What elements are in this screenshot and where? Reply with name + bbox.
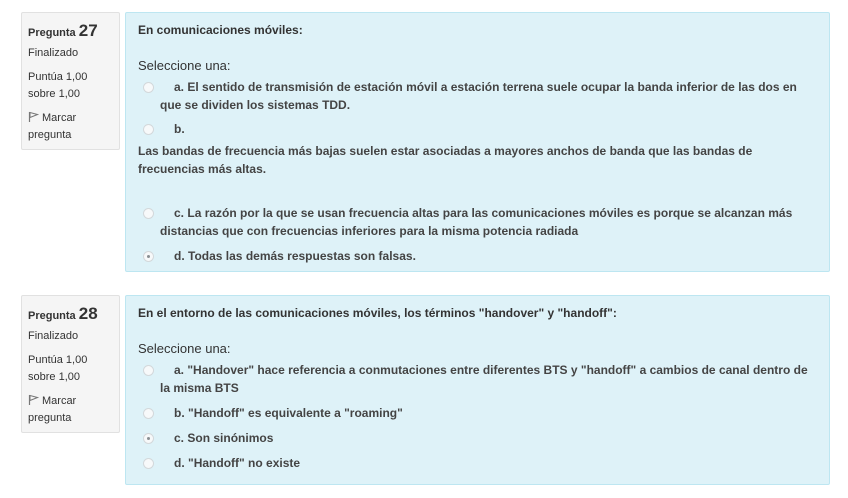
answer-text: La razón por la que se usan frecuencia altas para las comunicaciones móviles es porque se alcanzan más distancias que con frecuencias inferiores para la misma potencia radiada bbox=[160, 206, 793, 238]
answer-letter: c. bbox=[174, 431, 185, 445]
question-content bbox=[125, 12, 830, 272]
answer-prompt: Seleccione una: bbox=[138, 341, 231, 356]
question-grade: Puntúa 1,00 sobre 1,00 bbox=[28, 71, 88, 100]
answer-radio[interactable] bbox=[143, 82, 154, 93]
answer-option-c[interactable] bbox=[138, 204, 817, 240]
answer-letter: a. bbox=[174, 363, 185, 377]
answer-option-b[interactable] bbox=[138, 404, 817, 422]
question-text: En el entorno de las comunicaciones móviles, los términos "handover" y "handoff": bbox=[138, 306, 617, 320]
flag-question-link[interactable] bbox=[28, 110, 113, 144]
answer-radio[interactable] bbox=[143, 458, 154, 469]
answer-text: "Handover" hace referencia a conmutaciones entre diferentes BTS y "handoff" a cambios de canal dentro de la misma BTS bbox=[160, 363, 808, 395]
answer-text: El sentido de transmisión de estación móvil a estación terrena suele ocupar la banda inferior de las dos en que se dividen los sistemas TDD. bbox=[160, 80, 797, 112]
answer-radio[interactable] bbox=[143, 208, 154, 219]
answer-option-d[interactable] bbox=[138, 454, 817, 472]
question-label: Pregunta bbox=[28, 310, 76, 322]
flag-icon bbox=[28, 394, 39, 405]
question-state: Finalizado bbox=[28, 47, 79, 59]
answer-text: "Handoff" no existe bbox=[188, 456, 301, 470]
answer-letter: b. bbox=[174, 406, 185, 420]
answer-text: "Handoff" es equivalente a "roaming" bbox=[188, 406, 403, 420]
question-info bbox=[21, 12, 120, 150]
answer-radio[interactable] bbox=[143, 124, 154, 135]
answer-letter: d. bbox=[174, 456, 185, 470]
answer-option-c[interactable] bbox=[138, 429, 817, 447]
answer-option-d[interactable] bbox=[138, 247, 817, 265]
question-info bbox=[21, 295, 120, 433]
answer-radio[interactable] bbox=[143, 365, 154, 376]
answer-letter: c. bbox=[174, 206, 185, 220]
question-number bbox=[28, 21, 113, 41]
answer-option-a[interactable] bbox=[138, 361, 817, 397]
answer-option-a[interactable] bbox=[138, 78, 817, 114]
answer-radio-selected[interactable] bbox=[143, 433, 154, 444]
question-number bbox=[28, 304, 113, 324]
question-number-value: 27 bbox=[78, 21, 98, 40]
question-grade: Puntúa 1,00 sobre 1,00 bbox=[28, 354, 88, 383]
question-state: Finalizado bbox=[28, 330, 79, 342]
answer-prompt: Seleccione una: bbox=[138, 58, 231, 73]
question-label: Pregunta bbox=[28, 27, 76, 39]
answer-text: Todas las demás respuestas son falsas. bbox=[188, 249, 416, 263]
question-content bbox=[125, 295, 830, 485]
answer-letter: d. bbox=[174, 249, 185, 263]
answer-radio[interactable] bbox=[143, 408, 154, 419]
answer-text: Son sinónimos bbox=[187, 431, 274, 445]
answer-option-b[interactable] bbox=[138, 120, 817, 178]
flag-question-link[interactable] bbox=[28, 393, 113, 427]
answer-letter: a. bbox=[174, 80, 185, 94]
flag-label[interactable]: Marcar pregunta bbox=[28, 395, 77, 424]
answer-text: Las bandas de frecuencia más bajas suelen estar asociadas a mayores anchos de banda que las bandas de frecuencias más altas. bbox=[138, 144, 753, 176]
question-text: En comunicaciones móviles: bbox=[138, 23, 303, 37]
answer-letter: b. bbox=[174, 122, 185, 136]
flag-label[interactable]: Marcar pregunta bbox=[28, 112, 77, 141]
flag-icon bbox=[28, 111, 39, 122]
question-number-value: 28 bbox=[78, 304, 98, 323]
answer-radio-selected[interactable] bbox=[143, 251, 154, 262]
